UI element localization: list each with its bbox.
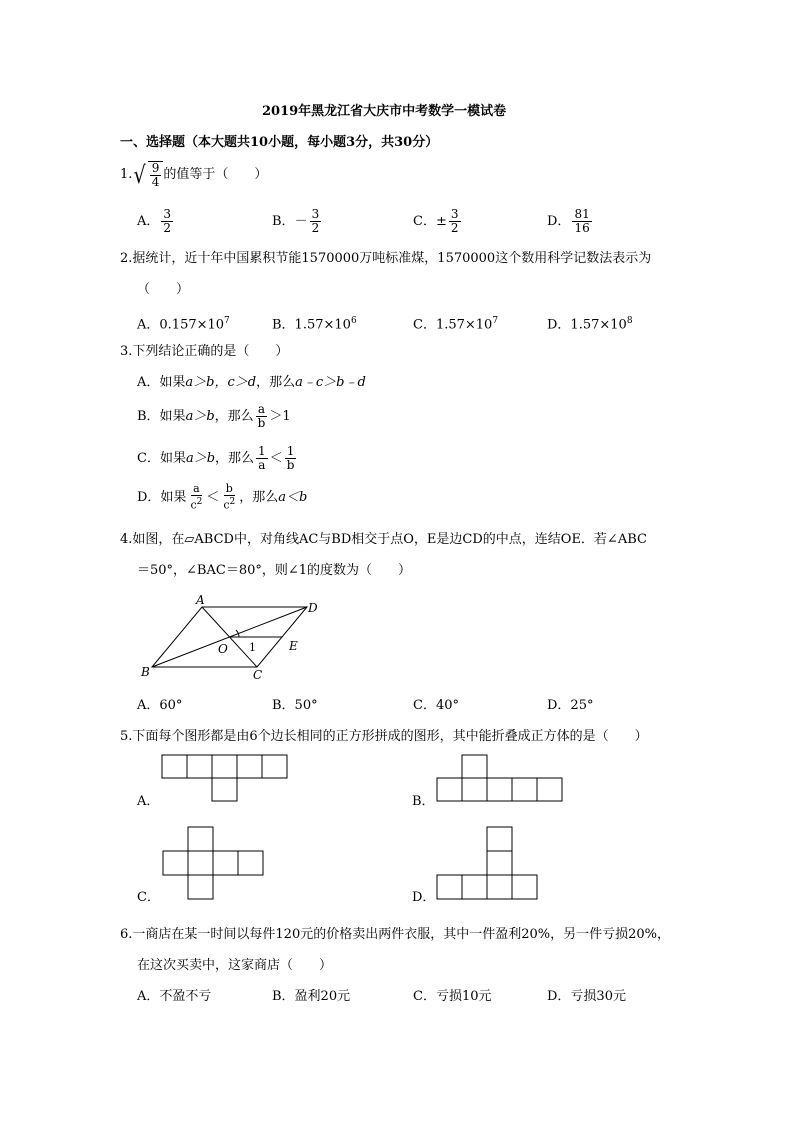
option-d[interactable]: D． $\frac{81}{16}$ [547, 207, 590, 235]
option-a[interactable]: A．不盈不亏 [137, 989, 212, 1004]
option-c[interactable]: C．± $\frac{3}{2}$ [413, 207, 459, 235]
option-d[interactable]: D．25° [547, 698, 594, 713]
option-a[interactable]: A．如果a＞b，c＞d，那么a﹣c＞b﹣d [137, 375, 366, 390]
option-c[interactable]: C．$1.57\times 10^7$ [413, 316, 499, 333]
question-2-line2: （ ） [137, 282, 190, 297]
question-3-stem: 3.下列结论正确的是（ ） [120, 344, 289, 359]
question-5-stem: 5.下面每个图形都是由6个边长相同的正方形拼成的图形，其中能折叠成正方体的是（ ） [120, 729, 648, 744]
label-a: A [196, 593, 205, 607]
option-a[interactable]: A．$0.157\times 10^7$ [137, 316, 230, 333]
option-d[interactable]: D．亏损30元 [547, 989, 626, 1004]
cube-net-d[interactable] [436, 826, 540, 902]
label-d: D [308, 601, 318, 615]
option-b-label[interactable]: B． [412, 794, 435, 809]
option-d[interactable]: D．$1.57\times 10^8$ [547, 316, 633, 333]
question-6-line1: 6.一商店在某一时间以每件120元的价格卖出两件衣服，其中一件盈利20%，另一件亏损20%， [120, 927, 671, 942]
option-b[interactable]: B．$1.57\times 10^6$ [272, 316, 357, 333]
option-d-label[interactable]: D． [412, 890, 436, 905]
label-o: O [218, 642, 228, 656]
cube-net-b[interactable] [435, 754, 565, 804]
option-a-label[interactable]: A． [137, 794, 160, 809]
option-b[interactable]: B．如果a＞b，那么 $\frac{a}{b}$ ＞1 [137, 402, 291, 430]
option-c-label[interactable]: C． [137, 890, 160, 905]
label-e: E [289, 639, 298, 653]
option-a[interactable]: A．60° [137, 698, 183, 713]
cube-net-a[interactable] [160, 754, 290, 804]
option-b[interactable]: B．50° [272, 698, 318, 713]
option-b[interactable]: B．－ $\frac{3}{2}$ [272, 207, 320, 235]
option-a[interactable]: A． $\frac{3}{2}$ [137, 207, 172, 235]
option-c[interactable]: C．亏损10元 [413, 989, 492, 1004]
square-root: √ $\frac{9}{4}$ [132, 161, 163, 189]
page-title: 2019年黑龙江省大庆市中考数学一模试卷 [262, 104, 507, 119]
option-d[interactable]: D．如果 $\frac{a}{c^2}$ ＜ $\frac{b}{c^2}$ ，那么a＜b [137, 482, 308, 512]
option-c[interactable]: C．如果a＞b，那么 $\frac{1}{a}$ ＜ $\frac{1}{b}$ [137, 444, 295, 472]
label-angle-1: 1 [249, 641, 256, 654]
question-4-line2: ＝50°，∠BAC＝80°，则∠1的度数为（ ） [137, 563, 412, 578]
option-c[interactable]: C．40° [413, 698, 459, 713]
question-1 [120, 160, 267, 190]
cube-net-c[interactable] [162, 826, 266, 900]
question-2-line1: 2.据统计，近十年中国累积节能1570000万吨标准煤，1570000这个数用科学记数法表示为 [120, 251, 652, 266]
question-4-line1: 4.如图，在▱ABCD中，对角线AC与BD相交于点O，E是边CD的中点，连结OE．若∠ABC [120, 532, 647, 547]
question-stem: 的值等于（ ） [163, 167, 268, 182]
label-b: B [141, 665, 150, 679]
question-6-line2: 在这次买卖中，这家商店（ ） [137, 958, 333, 973]
label-c: C [253, 668, 263, 682]
question-number: 1. [120, 167, 133, 182]
option-b[interactable]: B．盈利20元 [272, 989, 351, 1004]
parallelogram-figure [135, 592, 325, 682]
section-heading: 一、选择题（本大题共10小题，每小题3分，共30分） [120, 135, 439, 150]
